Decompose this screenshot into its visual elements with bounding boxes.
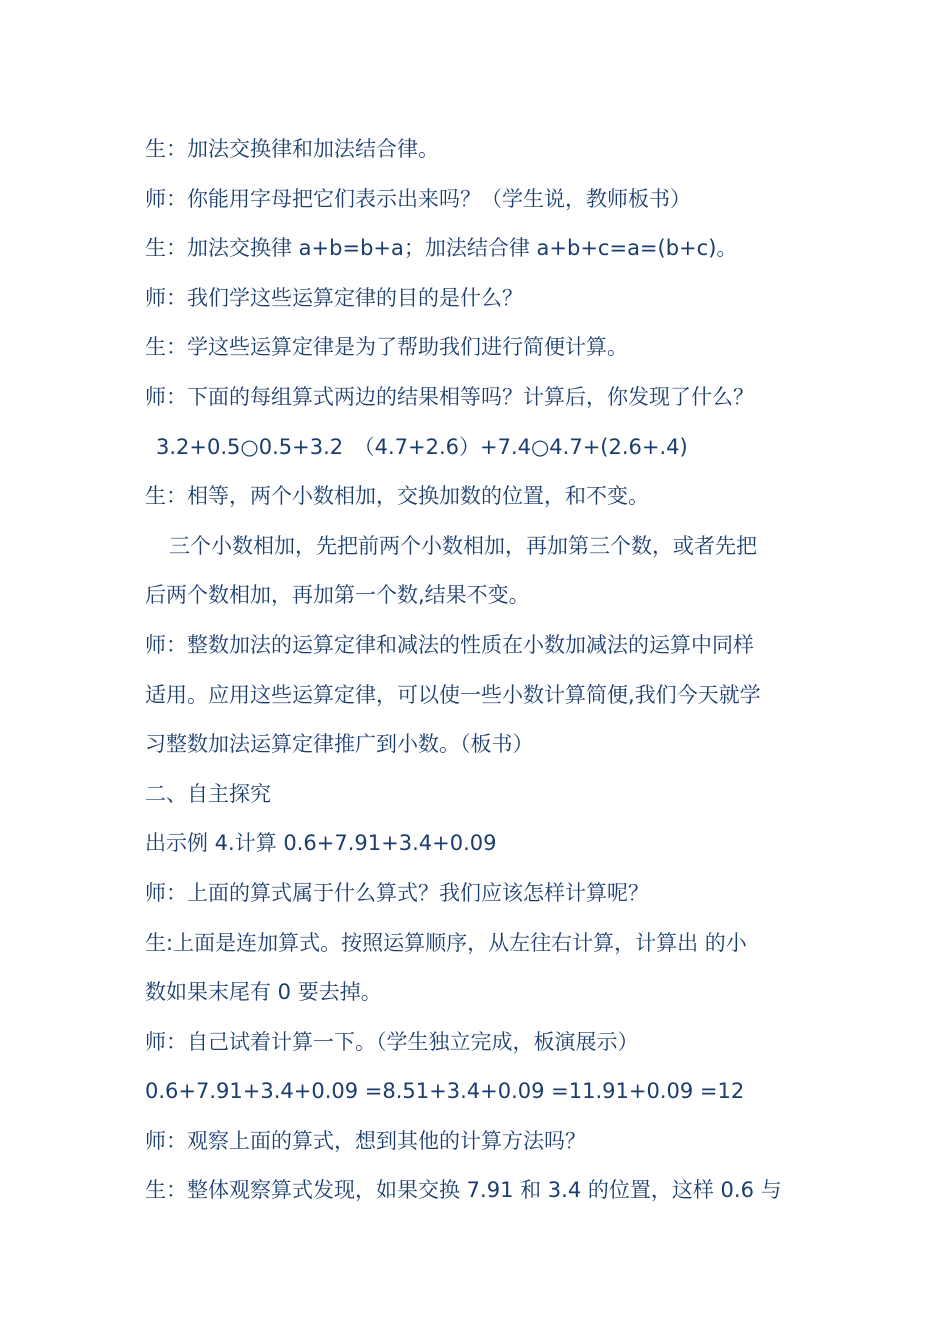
example-line: 出示例 4.计算 0.6+7.91+3.4+0.09	[145, 831, 497, 856]
paragraph-line: 师：整数加法的运算定律和减法的性质在小数加减法的运算中同样	[145, 632, 754, 657]
paragraph-line: 习整数加法运算定律推广到小数。（板书）	[145, 732, 534, 757]
paragraph-line: 生：整体观察算式发现，如果交换 7.91 和 3.4 的位置，这样 0.6 与	[145, 1178, 782, 1203]
equation-line: 3.2+0.5○0.5+3.2 （4.7+2.6）+7.4○4.7+(2.6+.4)	[156, 434, 688, 459]
paragraph-line: 三个小数相加，先把前两个小数相加，再加第三个数，或者先把	[169, 533, 757, 558]
document-body	[145, 125, 807, 1216]
paragraph-line: 师：你能用字母把它们表示出来吗？（学生说，教师板书）	[145, 186, 691, 211]
paragraph-line: 师：我们学这些运算定律的目的是什么？	[145, 285, 523, 310]
paragraph-line: 师：上面的算式属于什么算式？我们应该怎样计算呢？	[145, 880, 649, 905]
paragraph-line: 师：观察上面的算式，想到其他的计算方法吗？	[145, 1128, 586, 1153]
paragraph-line: 适用。应用这些运算定律，可以使一些小数计算简便,我们今天就学	[145, 682, 761, 707]
paragraph-line: 生:上面是连加算式。按照运算顺序，从左往右计算，计算出 的小	[145, 930, 747, 955]
paragraph-line: 后两个数相加，再加第一个数,结果不变。	[145, 583, 530, 608]
section-heading: 二、自主探究	[145, 781, 271, 806]
paragraph-line: 师：自己试着计算一下。（学生独立完成，板演展示）	[145, 1029, 639, 1054]
paragraph-line: 师：下面的每组算式两边的结果相等吗？计算后，你发现了什么？	[145, 384, 754, 409]
equation-line: 0.6+7.91+3.4+0.09 =8.51+3.4+0.09 =11.91+0.09 =12	[145, 1079, 745, 1104]
paragraph-line: 生：相等，两个小数相加，交换加数的位置，和不变。	[145, 484, 649, 509]
paragraph-line: 生：加法交换律和加法结合律。	[145, 137, 439, 161]
paragraph-line: 生：学这些运算定律是为了帮助我们进行简便计算。	[145, 335, 628, 360]
paragraph-line: 生：加法交换律 a+b=b+a；加法结合律 a+b+c=a=(b+c)。	[145, 236, 738, 261]
paragraph-line: 数如果末尾有 0 要去掉。	[145, 980, 382, 1005]
